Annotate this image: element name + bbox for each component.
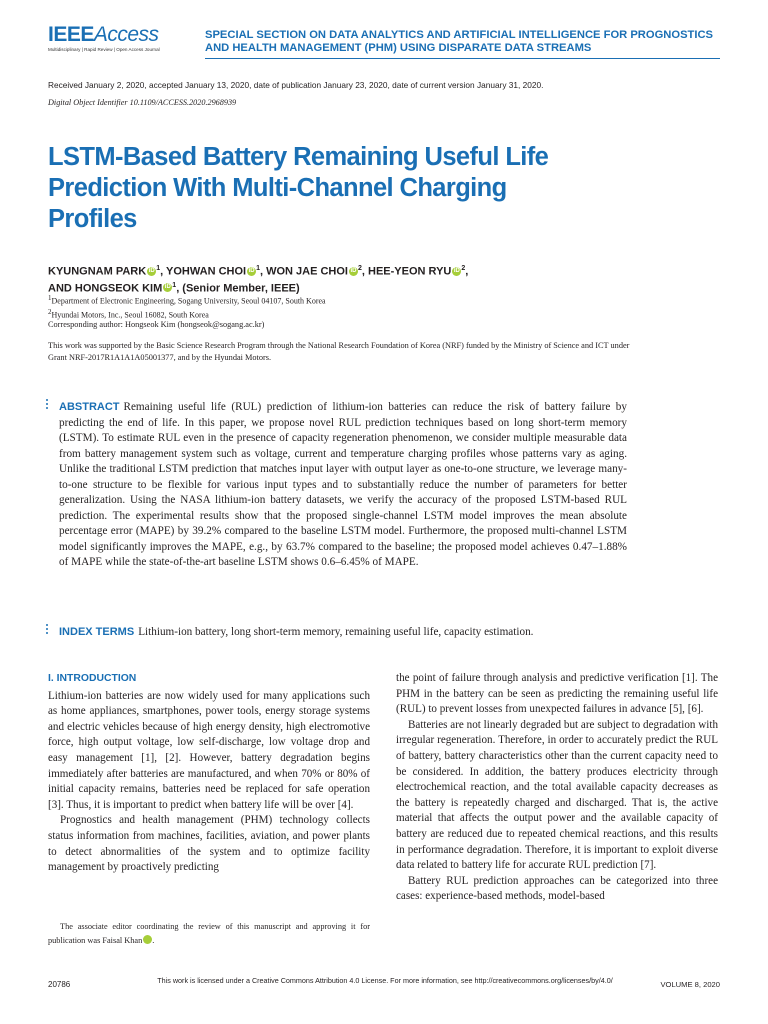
logo-sub: Access xyxy=(93,23,159,46)
author-list xyxy=(48,262,728,295)
paper-title: LSTM-Based Battery Remaining Useful Life Prediction With Multi-Channel Charging Profiles xyxy=(48,143,549,233)
left-column xyxy=(48,671,370,876)
editor-footnote xyxy=(48,920,370,948)
logo-tagline: Multidisciplinary | Rapid Review | Open Access Journal xyxy=(48,47,160,52)
editor-footnote-end: . xyxy=(152,936,155,945)
orcid-icon[interactable]: iD xyxy=(164,284,171,291)
abstract-heading: ABSTRACT xyxy=(59,401,120,413)
author-name: , YOHWAN CHOI xyxy=(160,265,247,278)
abstract xyxy=(59,400,627,571)
paragraph: Lithium-ion batteries are now widely used for many applications such as home appliances, smartphones, power tools, energy storage systems and electric vehicles because of high energy density, high electromotive force, high output voltage, low self-discharge, low voltage drop and easy management [1], [2]. However, battery degradation begins immediately after batteries are manufactured, and when 70% or 80% of initial capacity remains, batteries need be replaced for safe operation [3]. Thus, it is important to predict when battery life will be over [4]. xyxy=(48,689,370,811)
abstract-marker-icon xyxy=(46,399,50,411)
special-section-title: SPECIAL SECTION ON DATA ANALYTICS AND ARTIFICIAL INTELLIGENCE FOR PROGNOSTICS AND HEALTH MANAGEMENT (PHM) USING DISPARATE DATA STREAMS xyxy=(205,29,714,54)
corresponding-author: Corresponding author: Hongseok Kim (hongseok@sogang.ac.kr) xyxy=(48,320,265,329)
author-affiliation-mark: 1 xyxy=(256,265,260,272)
author-affiliation-mark: 1 xyxy=(172,281,177,289)
author-affiliation-mark: 1 xyxy=(156,265,161,272)
funding-statement: This work was supported by the Basic Science Research Program through the National Research Foundation of Korea (NRF) funded by the Ministry of Science and ICT under Grant NRF-2017R1A1A1A05001377, and by the Hyundai Motors. xyxy=(48,341,630,362)
affiliation-text: Hyundai Motors, Inc., Seoul 16082, South Korea xyxy=(51,310,209,320)
author-name: KYUNGNAM PARK xyxy=(48,265,147,278)
orcid-icon[interactable]: iD xyxy=(148,267,155,274)
author-name: , HEE-YEON RYU xyxy=(361,265,452,278)
orcid-icon[interactable]: iD xyxy=(453,267,460,274)
affiliation-1 xyxy=(48,293,728,307)
logo-main: IEEE xyxy=(48,23,94,46)
doi[interactable]: Digital Object Identifier 10.1109/ACCESS.2020.2968939 xyxy=(48,98,237,107)
index-terms xyxy=(59,625,659,640)
paragraph: Batteries are not linearly degraded but are subject to degradation with irregular regeneration. Therefore, in order to accurately predict the RUL of battery, battery characteristics other than the current capacity need to be considered. In addition, the battery produces electricity through electrochemical reaction, and the total available capacity decreases as the battery is repeatedly charged and discharged. That is, the active material that affects the output power and the available capacity of battery are reduced due to repeated chemical reactions, and this results in performance degradation. Therefore, it is important to exploit diverse data related to battery life for accurate RUL prediction [7]. xyxy=(396,718,718,872)
author-membership: , (Senior Member, IEEE) xyxy=(176,282,300,295)
right-column xyxy=(396,671,718,905)
author-name: , WON JAE CHOI xyxy=(259,265,348,278)
index-terms-text: Lithium-ion battery, long short-term memory, remaining useful life, capacity estimation. xyxy=(138,626,534,638)
paragraph: Battery RUL prediction approaches can be categorized into three cases: experience-based methods, model-based xyxy=(396,874,718,903)
index-terms-heading: INDEX TERMS xyxy=(59,626,135,638)
received-dates: Received January 2, 2020, accepted January 13, 2020, date of publication January 23, 2020, date of current version January 31, 2020. xyxy=(48,80,544,90)
author-affiliation-mark: 2 xyxy=(358,265,362,272)
affiliation-2 xyxy=(48,307,728,321)
author-name: AND HONGSEOK KIM xyxy=(48,282,163,295)
author-separator: , xyxy=(465,265,469,278)
editor-footnote-text: The associate editor coordinating the review of this manuscript and approving it for publication was Faisal Khan xyxy=(48,922,370,945)
journal-logo xyxy=(48,24,178,52)
affiliations xyxy=(48,293,728,320)
header-divider xyxy=(205,58,720,59)
affiliation-number: 2 xyxy=(48,307,52,316)
paragraph: Prognostics and health management (PHM) technology collects status information from machines, facilities, aviation, and power plants to detect abnormalities of the system and to optimize facility management by proactively predicting xyxy=(48,814,370,874)
paragraph: the point of failure through analysis and predictive verification [1]. The PHM in the battery can be seen as predicting the remaining useful life (RUL) to prevent losses from unexpected failures in advance [5], [6]. xyxy=(396,672,718,716)
author-affiliation-mark: 2 xyxy=(461,265,466,272)
volume-info: VOLUME 8, 2020 xyxy=(660,980,720,989)
page-number: 20786 xyxy=(48,980,71,989)
affiliation-text: Department of Electronic Engineering, Sogang University, Seoul 04107, South Korea xyxy=(51,296,326,306)
orcid-icon[interactable]: iD xyxy=(143,935,152,944)
affiliation-number: 1 xyxy=(48,294,52,302)
section-heading: I. INTRODUCTION xyxy=(48,673,137,684)
license-notice[interactable]: This work is licensed under a Creative Commons Attribution 4.0 License. For more information, see http://creativecommons.org/licenses/by/4.0/ xyxy=(157,976,613,985)
orcid-icon[interactable]: iD xyxy=(350,267,357,274)
index-terms-marker-icon xyxy=(46,624,50,636)
orcid-icon[interactable]: iD xyxy=(248,267,255,274)
abstract-text: Remaining useful life (RUL) prediction of lithium-ion batteries can reduce the risk of battery failure by predicting the end of life. In this paper, we propose novel RUL prediction techniques based on long short-term memory (LSTM). To estimate RUL even in the presence of capacity regeneration phenomenon, we consider multiple measurable data from battery management system such as voltage, current and temperature charging profiles whose patterns vary as aging. Unlike the traditional LSTM prediction that matches input layer with output layer as one-to-one structure, we leverage many-to-one structure to be flexible for various input types and to substantially reduce the number of parameters for better generalization. Using the NASA lithium-ion battery datasets, we verify the accuracy of the proposed LSTM-based RUL prediction. The experimental results show that the proposed single-channel LSTM model improves the mean absolute percentage error (MAPE) by 39.2% compared to the baseline LSTM model. Furthermore, the proposed multi-channel LSTM model significantly improves the MAPE, e.g., by 63.7% compared to the baseline; the proposed model achieves 0.47–1.88% of MAPE while the state-of-the-art baseline LSTM shows 0.6–6.45% of MAPE. xyxy=(59,401,627,568)
